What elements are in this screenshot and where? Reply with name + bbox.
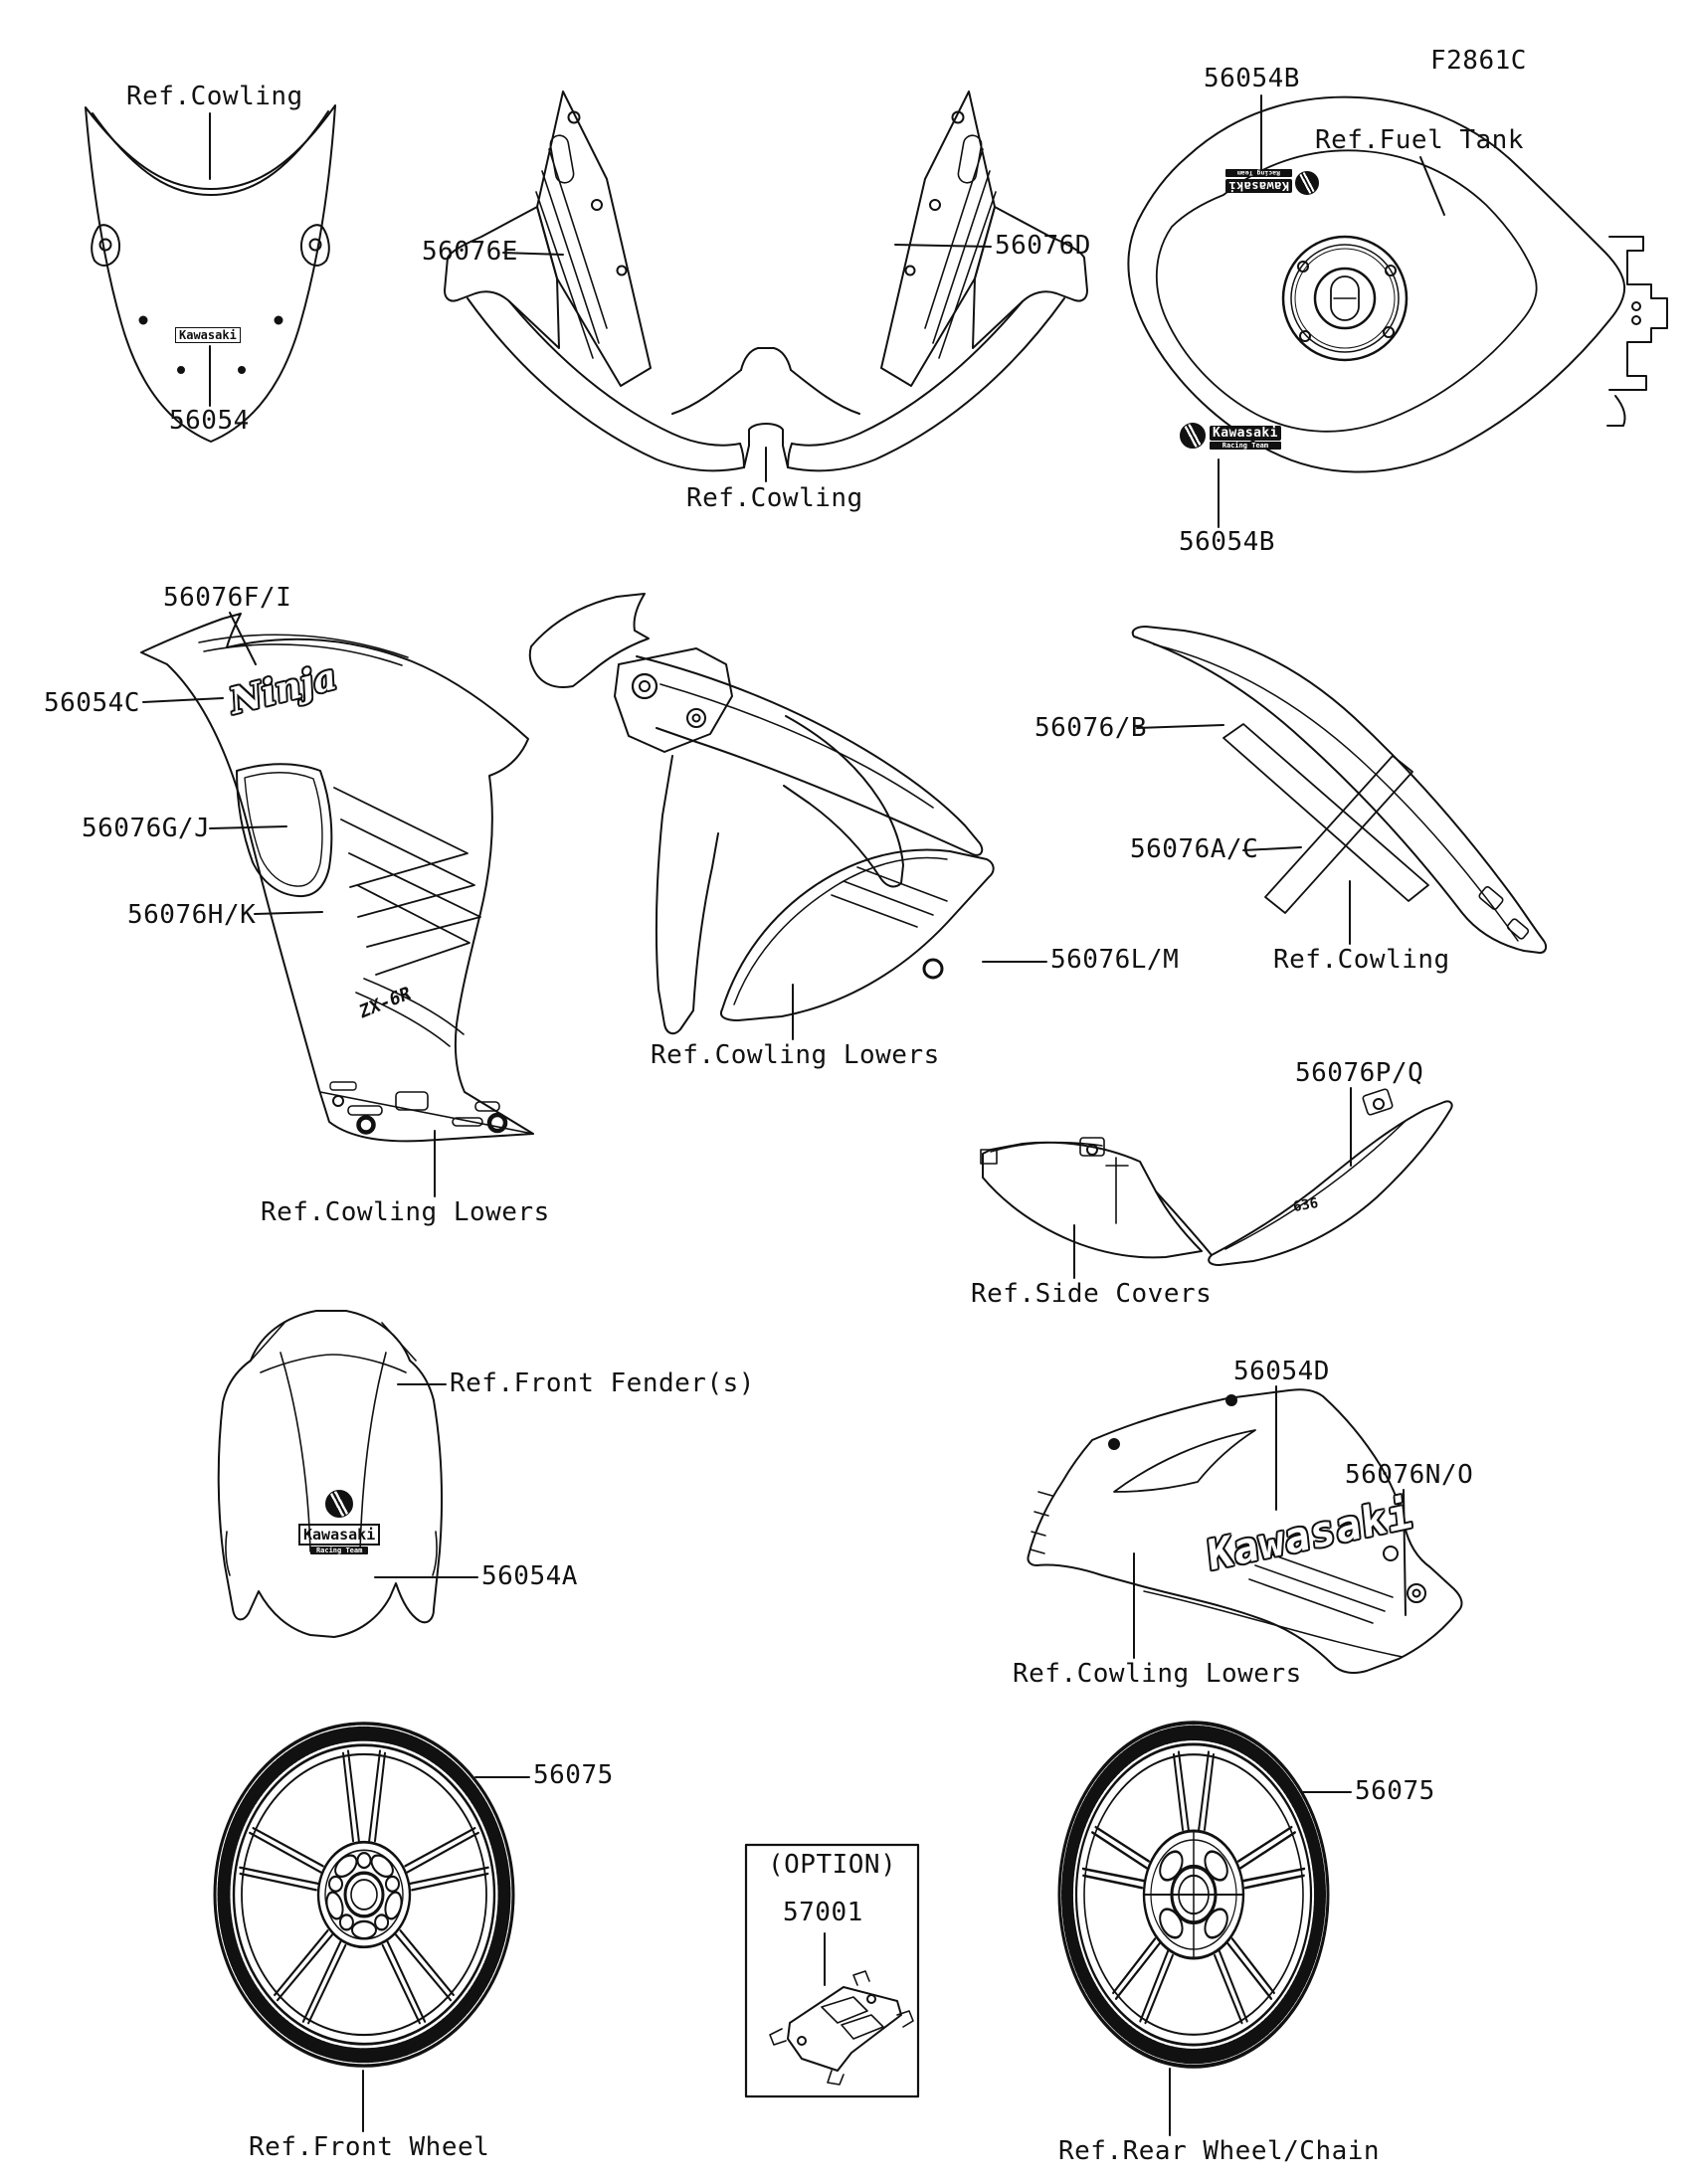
fuel-cap [1283, 237, 1407, 360]
fuel-tank-top-part-label: 56054B [1204, 64, 1300, 93]
fuel-tank-bottom-logo-decal [1180, 422, 1281, 450]
tank-mount-bracket [1609, 237, 1667, 390]
side-cowling-window-cutout [237, 764, 331, 896]
front-cowling-left-part-label: 56076E [422, 237, 518, 267]
tank-top-logo-text: Kawasaki [1225, 179, 1292, 193]
option-title-label: (OPTION) [768, 1850, 897, 1880]
diagram-code: F2861C [1430, 46, 1527, 76]
tail-upper-part-label: 56076/B [1034, 713, 1148, 743]
front-cowling-ref-label: Ref.Cowling [686, 483, 863, 513]
rear-wheel-drawing [1059, 1723, 1328, 2067]
mid-cowling-lower-piece [721, 849, 994, 1020]
front-cowling-right-part-label: 56076D [995, 231, 1091, 261]
option-part-label: 57001 [783, 1898, 863, 1927]
option-box-frame [746, 1845, 918, 2096]
tank-bottom-logo-subtext: Racing Team [1210, 442, 1281, 450]
side-covers-drawing [981, 1088, 1452, 1265]
fender-logo-decal [298, 1490, 380, 1554]
zx6r-badge-decal: ZX-6R [357, 982, 413, 1024]
tail-x-decal [1223, 724, 1428, 913]
side-cowling-lower-part-label: 56076H/K [127, 900, 257, 930]
kawasaki-river-mark-icon [325, 1490, 353, 1518]
tail-cowling-drawing [1133, 627, 1546, 953]
fuel-tank-bottom-part-label: 56054B [1179, 527, 1275, 557]
ninja-script-decal: Ninja [225, 655, 341, 723]
windscreen-kawasaki-decal: Kawasaki [175, 327, 241, 343]
side-cowling-emblem-part-label: 56054C [44, 688, 140, 718]
leader-lines [143, 95, 1444, 2135]
mid-cowling-drawing [530, 594, 994, 1033]
front-wheel-part-label: 56075 [533, 1760, 614, 1790]
front-cowling-center-bump [741, 348, 791, 370]
side-covers-ref-label: Ref.Side Covers [971, 1279, 1213, 1309]
tail-lower-part-label: 56076A/C [1130, 834, 1259, 864]
front-fender-ref-label: Ref.Front Fender(s) [450, 1368, 755, 1398]
windscreen-ref-label: Ref.Cowling [126, 82, 303, 111]
front-fender-part-label: 56054A [481, 1561, 578, 1591]
windscreen-part-label: 56054 [169, 406, 250, 436]
rear-wheel-ref-label: Ref.Rear Wheel/Chain [1058, 2136, 1381, 2166]
side-cowling-bottom-bracket [320, 1082, 533, 1134]
option-part-drawing [746, 1845, 918, 2096]
side-cover-636-decal: 636 [1291, 1194, 1320, 1216]
rear-wheel-part-label: 56075 [1355, 1776, 1435, 1806]
side-cowling-mid-part-label: 56076G/J [82, 814, 211, 843]
mid-cowling-ref-label: Ref.Cowling Lowers [651, 1040, 940, 1070]
front-cowling-right-half [788, 91, 1087, 470]
tank-bottom-logo-text: Kawasaki [1210, 426, 1281, 441]
kawasaki-river-mark-icon [1295, 171, 1319, 195]
kawasaki-river-mark-icon [1180, 423, 1206, 449]
side-cowling-ref-label: Ref.Cowling Lowers [261, 1197, 550, 1227]
side-cowling-top-part-label: 56076F/I [163, 583, 292, 613]
lower-cowling-kawasaki-decal: Kawasaki [1205, 1488, 1415, 1580]
lower-cowling-ref-label: Ref.Cowling Lowers [1013, 1659, 1302, 1689]
lower-cowling-stripe-part-label: 56076N/O [1345, 1460, 1474, 1490]
front-cowling-left-half [445, 91, 744, 470]
fender-logo-subtext: Racing Team [310, 1547, 368, 1554]
fuel-tank-top-logo-decal [1225, 169, 1319, 197]
front-fender-drawing [219, 1311, 442, 1637]
side-cowling-stripe-decals [334, 788, 480, 975]
front-wheel-ref-label: Ref.Front Wheel [249, 2132, 490, 2162]
fuel-tank-ref-label: Ref.Fuel Tank [1315, 125, 1524, 155]
fender-logo-text: Kawasaki [298, 1524, 380, 1546]
front-wheel-drawing [215, 1724, 513, 2066]
lower-cowling-logo-part-label: 56054D [1233, 1357, 1330, 1386]
side-covers-part-label: 56076P/Q [1295, 1058, 1424, 1088]
tail-ref-label: Ref.Cowling [1273, 945, 1450, 975]
tank-top-logo-subtext: Racing Team [1225, 169, 1292, 177]
front-cowling-drawing [445, 91, 1087, 470]
mid-cowling-part-label: 56076L/M [1050, 945, 1180, 975]
